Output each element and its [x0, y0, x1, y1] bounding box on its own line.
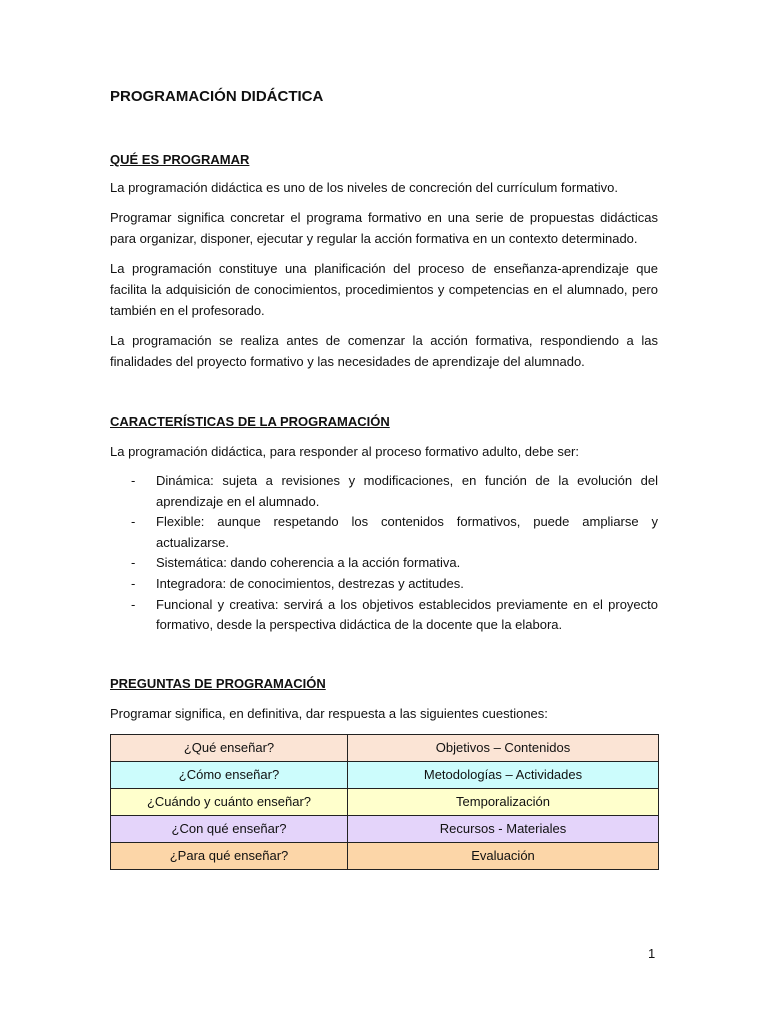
list-item-text: Integradora: de conocimientos, destrezas y actitudes.	[156, 575, 464, 591]
table-row	[111, 761, 659, 788]
characteristics-list	[110, 471, 658, 636]
table-cell-answer: Metodologías – Actividades	[348, 761, 659, 788]
table-cell-question: ¿Cómo enseñar?	[111, 761, 348, 788]
document-title: PROGRAMACIÓN DIDÁCTICA	[110, 88, 324, 105]
table-cell-answer: Evaluación	[348, 842, 659, 869]
list-item	[110, 512, 658, 553]
table-cell-question: ¿Con qué enseñar?	[111, 815, 348, 842]
list-item-text: Dinámica: sujeta a revisiones y modificaciones, en función de la evolución del aprendizaje en el alumnado.	[156, 473, 658, 509]
table-cell-answer: Temporalización	[348, 788, 659, 815]
bullet-dash: -	[131, 514, 136, 530]
paragraph: La programación didáctica, para responder al proceso formativo adulto, debe ser:	[110, 444, 579, 459]
list-item	[110, 595, 658, 636]
section-heading-preguntas: PREGUNTAS DE PROGRAMACIÓN	[110, 675, 326, 691]
list-item	[110, 471, 658, 512]
table-row	[111, 842, 659, 869]
list-item-text: Funcional y creativa: servirá a los objetivos establecidos previamente en el proyecto formativo, desde la perspectiva didáctica de la docente que la elabora.	[156, 596, 658, 633]
section-heading-que-es-programar: QUÉ ES PROGRAMAR	[110, 152, 250, 167]
list-item	[110, 574, 658, 595]
list-item-text: Sistemática: dando coherencia a la acción formativa.	[156, 555, 461, 571]
paragraph: La programación didáctica es uno de los niveles de concreción del currículum formativo.	[110, 180, 618, 195]
page-number: 1	[648, 946, 656, 961]
table-cell-question: ¿Cuándo y cuánto enseñar?	[111, 788, 348, 815]
table-cell-question: ¿Qué enseñar?	[111, 734, 348, 761]
list-item	[110, 553, 658, 574]
section-heading-caracteristicas: CARACTERÍSTICAS DE LA PROGRAMACIÓN	[110, 414, 390, 429]
paragraph: Programar significa concretar el programa formativo en una serie de propuestas didácticas para organizar, disponer, ejecutar y regular la acción formativa en un contexto determinado.	[110, 210, 658, 246]
paragraph: Programar significa, en definitiva, dar respuesta a las siguientes cuestiones:	[110, 705, 548, 721]
table-cell-answer: Recursos - Materiales	[348, 815, 659, 842]
document-content	[110, 84, 658, 870]
table-row	[111, 734, 659, 761]
paragraph: La programación constituye una planificación del proceso de enseñanza-aprendizaje que facilita la adquisición de conocimientos, procedimientos y competencias en el alumnado, pero también en el profesorado.	[110, 261, 658, 318]
table-cell-answer: Objetivos – Contenidos	[348, 734, 659, 761]
bullet-dash: -	[131, 473, 136, 488]
list-item-text: Flexible: aunque respetando los contenidos formativos, puede ampliarse y actualizarse.	[156, 514, 658, 550]
bullet-dash: -	[131, 555, 136, 571]
bullet-dash: -	[131, 575, 136, 591]
table-row	[111, 815, 659, 842]
table-row	[111, 788, 659, 815]
paragraph: La programación se realiza antes de comenzar la acción formativa, respondiendo a las finalidades del proyecto formativo y las necesidades de aprendizaje del alumnado.	[110, 333, 658, 369]
bullet-dash: -	[131, 596, 136, 612]
questions-table	[110, 734, 659, 870]
table-cell-question: ¿Para qué enseñar?	[111, 842, 348, 869]
